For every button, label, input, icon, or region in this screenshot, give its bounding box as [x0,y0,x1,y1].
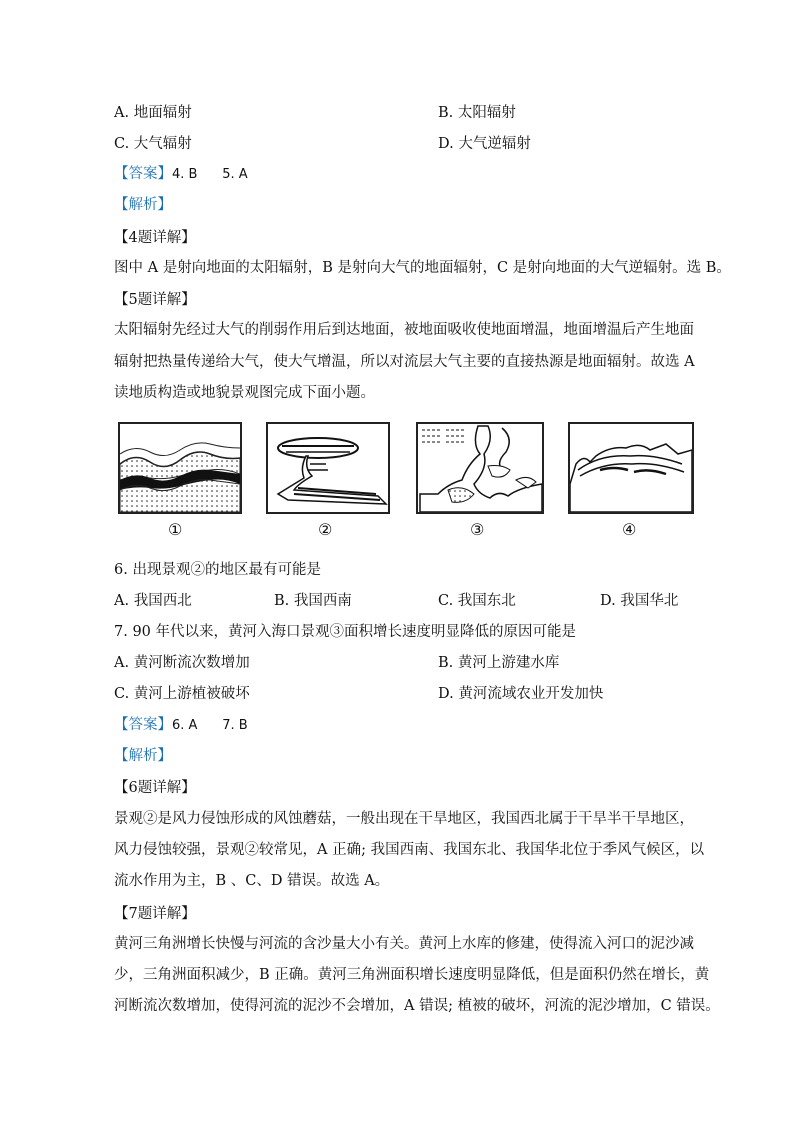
q7-option-b: B. 黄河上游建水库 [438,655,560,671]
answer-tag: 【答案】 [114,166,172,182]
q4-explanation: 图中 A 是射向地面的太阳辐射，B 是射向大气的地面辐射，C 是射向地面的大气逆辐射。选 B。 [114,260,731,276]
q6-explanation-3: 流水作用为主，B 、C、D 错误。故选 A。 [114,873,390,889]
q7-option-a: A. 黄河断流次数增加 [114,655,250,671]
option-d: D. 大气逆辐射 [438,136,531,152]
q5-header: 【5题详解】 [114,292,196,308]
landform-figure [114,418,698,544]
figure-label-3: ③ [470,520,485,539]
q7-option-d: D. 黄河流域农业开发加快 [438,686,604,702]
q6-option-c: C. 我国东北 [438,593,516,609]
q7-explanation-2: 少，三角洲面积减少，B 正确。黄河三角洲面积增长速度明显降低，但是面积仍然在增长，黄 [114,967,710,983]
answer-line-2 [114,715,248,736]
q7-header: 【7题详解】 [114,906,196,922]
q6-option-d: D. 我国华北 [600,593,679,609]
panel-folded-strata [118,422,242,514]
answer-text: 4. B 5. A [172,167,248,182]
q7-explanation-3: 河断流次数增加，使得河流的泥沙不会增加，A 错误; 植被的破坏，河流的泥沙增加，C 错误。 [114,998,720,1014]
panel-delta-map [416,422,544,514]
q6-option-b: B. 我国西南 [274,593,352,609]
panel-mushroom-rock [266,422,390,514]
analysis-tag: 【解析】 [114,197,172,213]
answer-text-2: 6. A 7. B [172,718,248,733]
option-a: A. 地面辐射 [114,105,192,121]
q4-header: 【4题详解】 [114,230,196,246]
q7-stem: 7. 90 年代以来，黄河入海口景观③面积增长速度明显降低的原因可能是 [114,624,577,640]
q6-explanation-1: 景观②是风力侵蚀形成的风蚀蘑菇，一般出现在干旱地区，我国西北属于干旱半干旱地区， [114,811,694,827]
q6-option-a: A. 我国西北 [114,593,192,609]
q5-explanation-1: 太阳辐射先经过大气的削弱作用后到达地面，被地面吸收使地面增温，地面增温后产生地面 [114,322,694,338]
q6-header: 【6题详解】 [114,780,196,796]
answer-tag-2: 【答案】 [114,717,172,733]
q7-explanation-1: 黄河三角洲增长快慢与河流的含沙量大小有关。黄河上水库的修建，使得流入河口的泥沙减 [114,936,694,952]
intro-text: 读地质构造或地貌景观图完成下面小题。 [114,385,375,401]
option-b: B. 太阳辐射 [438,105,516,121]
q6-stem: 6. 出现景观②的地区最有可能是 [114,562,321,578]
panel-fold-landform [568,422,694,514]
q6-explanation-2: 风力侵蚀较强，景观②较常见，A 正确; 我国西南、我国东北、我国华北位于季风气候区，以 [114,842,705,858]
answer-line-1 [114,164,248,185]
figure-label-4: ④ [622,520,637,539]
figure-label-2: ② [318,520,333,539]
q7-option-c: C. 黄河上游植被破坏 [114,686,250,702]
analysis-tag-2: 【解析】 [114,748,172,764]
q5-explanation-2: 辐射把热量传递给大气，使大气增温，所以对流层大气主要的直接热源是地面辐射。故选 A [114,354,695,370]
figure-label-1: ① [168,520,183,539]
option-c: C. 大气辐射 [114,136,192,152]
